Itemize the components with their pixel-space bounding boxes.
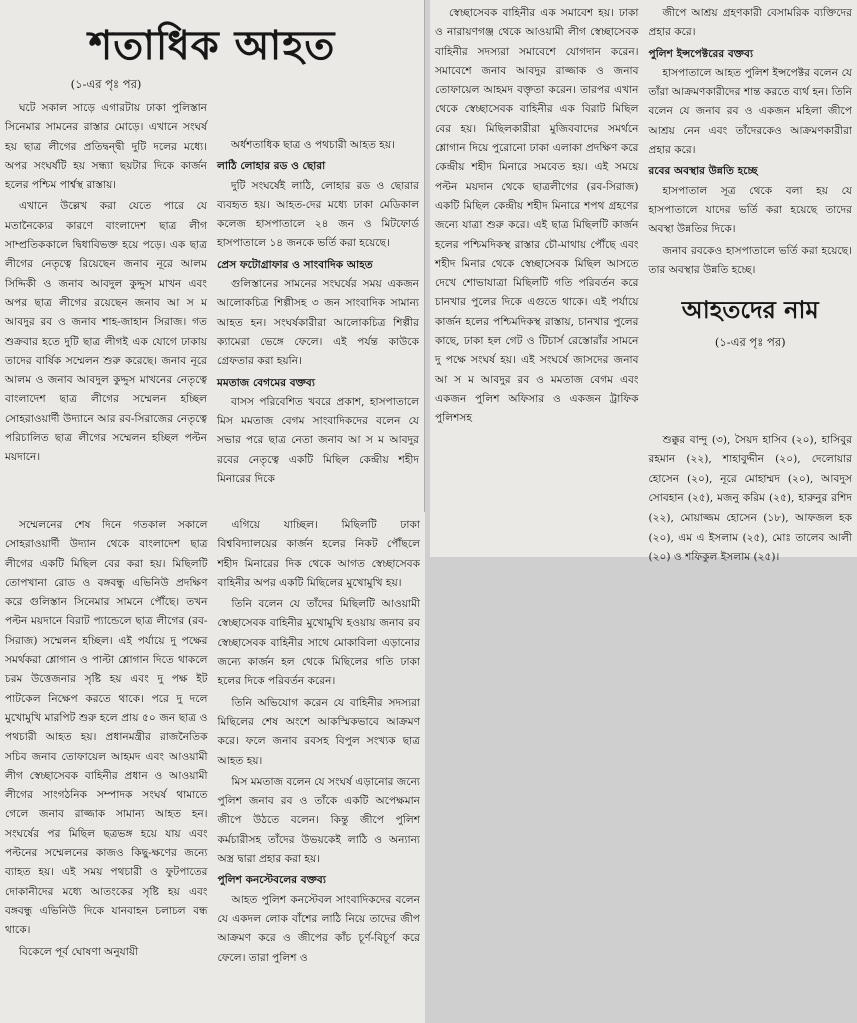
subheading: পুলিশ ইন্সপেক্টরের বক্তব্য xyxy=(648,47,754,60)
paragraph: বাসস পরিবেশিত খবরে প্রকাশ, হাসপাতালে মিস মমতাজ বেগম সাংবাদিকদের বলেন যে সভার পরে ছাত্র নেতা জনাব আ স ম আবদুর রবের নেতৃত্বে একটি মিছিল কেন্দ্রীয় শহীদ মিনারের দিকে xyxy=(217,395,419,486)
article-column-1 xyxy=(5,74,207,491)
column-body xyxy=(5,99,207,468)
paragraph: এখানে উল্লেখ করা যেতে পারে যে মতানৈক্যের কারণে বাংলাদেশ ছাত্র লীগ সাম্প্রতিককালে দ্বিধাবিভক্ত হয়ে পড়ে। এক ছাত্র লীগের নেতৃত্বে রিয়েছেন জনাব নূরে আলম সিদ্দিকী ও জনাব আবদুল কুদ্দুস মাখন এবং অপর ছাত্র লীগের রয়েছেন জনাব আ স ম আবদুর রব ও জনাব শাহ-জাহান সিরাজ। গত শুক্রবার হতে দুটি ছাত্র লীগই এক যোগে ঢাকায় তাদের বার্ষিক সম্মেলন শুরু করেছে। জনাব নূরে আলম ও জনাব আবদুল কুদ্দুস মাখনের নেতৃত্বে বাংলাদেশ ছাত্র লীগের সম্মেলন হচ্ছিল সোহরাওয়ার্দী উদ্যানে আর রব-সিরাজের নেতৃত্বে পরিচালিত ছাত্র লীগের সম্মেলন হচ্ছিল পল্টন ময়দানে। xyxy=(5,200,207,464)
subheading: পুলিশ কনস্টেবলের বক্তব্য xyxy=(217,874,326,887)
column-body xyxy=(217,136,419,489)
paragraph: গুলিস্তানের সামনের সংঘর্ষের সময় একজন আলোকচিত্র শিল্পীসহ ৩ জন সাংবাদিক সামান্য আহত হন। সংঘর্ষকারীরা আলোকচিত্র শিল্পীর ক্যামেরা ভেঙ্গে ফেলে। এই পর্যন্ত কাউকে গ্রেফতার করা হয়নি। xyxy=(217,278,419,368)
paragraph: দুটি সংঘর্ষেই লাঠি, লোহার রড ও ছোরার ব্যবহৃত হয়। আহত-দের মধ্যে ঢাকা মেডিকাল কলেজ হাসপাতালে ২৪ জন ও মিটফোর্ড হাসপাতালে ১৪ জনকে ভর্তি করা হয়েছে। xyxy=(217,179,419,250)
paragraph: আহত পুলিশ কনস্টেবল সাংবাদিকদের বলেন যে একদল লোক বাঁশের লাঠি নিয়ে তাদের জীপ আক্রমণ করে ও জীপের কাঁচ চূর্ণ-বিচূর্ণ করে ফেলে। তারা পুলিশ ও xyxy=(217,893,420,964)
paragraph: অর্ধশতাধিক ছাত্র ও পথচারী আহত হয়। xyxy=(231,139,395,151)
paragraph: স্বেচ্ছাসেবক বাহিনীর এক সমাবেশ হয়। ঢাকা ও নারায়ণগঞ্জ থেকে আওয়ামী লীগ স্বেচ্ছাসেবক বাহিনীর সদস্যরা সমাবেশে যোগদান করেন। সমাবেশে জনাব আবদুর রাজ্জাক ও জনাব তোফায়েল আহমদ বক্তৃতা করেন। তারপর এখান থেকে স্বেচ্ছাসেবক বাহিনীর এক বিরাট মিছিল বের হয়। মিছিলকারীরা মুজিববাদের সমর্থনে শ্লোগান দিয়ে পুরোনো ঢাকা এলাকা প্রদক্ষিণ করে কেন্দ্রীয় শহীদ মিনারে সমবেত হয়। এই সময়ে পল্টন ময়দান থেকে ছাত্রলীগের (রব-সিরাজ) একটি মিছিল কেন্দ্রীয় শহীদ মিনারে শপথ গ্রহণের জন্যে যাত্রা শুরু করে। এই ছাত্র মিছিলটি কার্জন হলের পশ্চিমদিকস্থ রাস্তার চৌ-মাথায় পৌঁছে এবং শহীদ মিনার থেকে স্বেচ্ছাসেবক মিছিল আসতে দেখে শোভাযাত্রা মিছিলটি গতি পরিবর্তন করে চানখার পুলের দিকে এগুতে থাকে। এই পর্যায়ে কার্জন হলের পশ্চিমদিকস্থ রাস্তায়, চানখার পুলের কাছে, ঢাকা হল গেট ও টিচার্স রেস্তোরাঁর সামনে দু পক্ষে সংঘর্ষ হয়। এই সংঘর্ষে জাসদের জনাব আ স ম আবদুর রব ও মমতাজ বেগম এবং একজন পুলিশ অফিসার ও একজন ট্রাফিক পুলিশসহ xyxy=(435,7,639,425)
paragraph: বিকেলে পূর্ব ঘোষণা অনুযায়ী xyxy=(19,945,139,958)
column-body xyxy=(218,516,421,968)
article-column-1 xyxy=(5,516,208,970)
paragraph: ঘটে সকাল সাড়ে এগারটায় ঢাকা পুলিস্তান সিনেমার সামনের রাস্তার মোড়ে। এখানে সংঘর্ষ হয় ছাত্র লীগের প্রতিদ্বন্দ্বী দুটি দলের মধ্যে। অপর সংঘর্ষটি হয় সন্ধ্যা ছয়টার দিকে কার্জন হলের পশ্চিম পার্শ্বস্থ রাস্তায়। xyxy=(5,102,207,192)
news-clipping-right xyxy=(430,0,857,564)
injured-names-list xyxy=(644,431,853,568)
column-body xyxy=(5,516,208,962)
paragraph: এগিয়ে যাচ্ছিল। মিছিলটি ঢাকা বিশ্ববিদ্যালয়ের কার্জন হলের নিকট পৌঁছলে শহীদ মিনারের দিক থেকে আগত স্বেচ্ছাসেবক বাহিনীর অপর একটি মিছিলের মুখোমুখি হয়। xyxy=(217,519,420,589)
continuation-note: (১-এর পৃঃ পর) xyxy=(714,335,786,350)
subheading: রবের অবস্থার উন্নতি হচ্ছে xyxy=(648,165,758,178)
article-column-2 xyxy=(218,516,421,970)
column-body xyxy=(435,4,639,429)
subheading: লাঠি লোহার রড ও ছোরা xyxy=(217,160,326,173)
paragraph: সম্মেলনের শেষ দিনে গতকাল সকালে সোহরাওয়ার্দী উদ্যান থেকে বাংলাদেশ ছাত্র লীগের একটি মিছিল বের করা হয়। মিছিলটি তোপখানা রোড ও বঙ্গবন্ধু এভিনিউ প্রদক্ষিণ করে গুলিস্তান সিনেমার সামনে পৌঁছে। তখন পল্টন ময়দানে বিরাট প্যান্ডেলে ছাত্র লীগের (রব-সিরাজ) সম্মেলন হচ্ছিল। এই পর্যায়ে দু পক্ষের সমর্থকরা শ্লোগান ও পাল্টা শ্লোগান দিতে থাকলে চরম উত্তেজনার সৃষ্টি হয় এবং দু পক্ষ ইট পাটকেল নিক্ষেপ করতে থাকে। পরে দু দলে মুখোমুখি মারপিট শুরু হলে প্রায় ৫০ জন ছাত্র ও পথচারী আহত হয়। প্রধানমন্ত্রীর রাজনৈতিক সচিব জনাব তোফায়েল আহমদ এবং আওয়ামী লীগ স্বেচ্ছাসেবক বাহিনীর প্রধান ও আওয়ামী লীগের সাংগঠনিক সম্পাদক সংঘর্ষ থামাতে গেলে জনাব রাজ্জাক সামান্য আহত হন। সংঘর্ষের পর মিছিল ছত্রভঙ্গ হয়ে যায় এবং পল্টনের সম্মেলনের কাজও কিছু-ক্ষণের জন্যে ব্যাহত হয়। এই সময় পথচারী ও ফুটপাতের দোকানীদের মধ্যে আতংকের সৃষ্টি হয় এবং বঙ্গবন্ধু এভিনিউ দিকে যানবাহন চলাচল বন্ধ থাকে। xyxy=(5,519,208,937)
paragraph: জনাব রবকেও হাসপাতালে ভর্তি করা হয়েছে। তার অবস্থার উন্নতি হচ্ছে। xyxy=(648,244,852,276)
continuation-note: (১-এর পৃঃ পর) xyxy=(70,77,142,91)
subheading: প্রেস ফটোগ্রাফার ও সাংবাদিক আহত xyxy=(217,258,373,271)
paragraph: হাসপাতাল সূত্র থেকে বলা হয় যে হাসপাতালে যাদের ভর্তি করা হয়েছে তাদের অবস্থা উন্নতির দিকে। xyxy=(648,184,852,236)
news-clipping-bottom-left xyxy=(0,512,425,1023)
paragraph: হাসপাতালে আহত পুলিশ ইন্সপেক্টর বলেন যে তাঁরা আক্রমণকারীদের শান্ত করতে ব্যর্থ হন। তিনি বলেন যে জনাব রব ও একজন মহিলা জীপে আশ্রয় নেন এবং তাঁদেরকেও আক্রমণকারীরা প্রহার করে। xyxy=(648,66,852,157)
paragraph: তিনি অভিযোগ করেন যে বাহিনীর সদস্যরা মিছিলের শেষ অংশে আকস্মিকভাবে আক্রমণ করে। ফলে জনাব রবসহ বিপুল সংখ্যক ছাত্র আহত হয়। xyxy=(217,696,420,767)
paragraph: মিস মমতাজ বলেন যে সংঘর্ষ এড়ানোর জন্যে পুলিশ জনাব রব ও তাঁকে একটি অপেক্ষমান জীপে উঠতে বলেন। কিন্তু জীপে পুলিশ কর্মচারীসহ তাঁদের উভয়কেই লাঠি ও অন্যান্য অস্ত্র দ্বারা প্রহার করা হয়। xyxy=(217,775,420,866)
paragraph: তিনি বলেন যে তাঁদের মিছিলটি আওয়ামী স্বেচ্ছাসেবক বাহিনীর মুখোমুখি হওয়ায় জনাব রব স্বেচ্ছাসেবক বাহিনীর সাথে মোকাবিলা এড়ানোর জন্যে কার্জন হল থেকে মিছিলের গতি ঢাকা হলের দিকে পরিবর্তন করেন। xyxy=(217,598,420,688)
news-clipping-top-left xyxy=(0,0,425,512)
paragraph: জীপে আশ্রয় গ্রহণকারী বেসামরিক ব্যক্তিদের প্রহার করে। xyxy=(648,7,852,39)
article-column-2 xyxy=(649,4,853,431)
article-column-2 xyxy=(217,74,419,491)
column-body xyxy=(649,4,853,280)
headline: শতাধিক আহত xyxy=(88,22,336,69)
names-paragraph: শুক্কুর বান্দু (৩), সৈয়দ হাসিব (২০), হাসিবুর রহমান (২২), শাহাবুদ্দীন (২০), দেলোয়ার হোসেন (২০), নূরে মোহাম্মদ (২০), আবদুস সোবহান (২৫), মজনু করিম (২৫), হারুনুর রশিদ (২২), মোয়াজ্জম হোসেন (১৮), আফজল হক (২০), এম এ ইসলাম (২৫), মোঃ তালেব আলী (২০) ও শফিকুল ইসলাম (২৫)। xyxy=(648,433,852,564)
article-column-1 xyxy=(435,4,639,431)
injured-names-heading: আহতদের নাম xyxy=(681,295,819,325)
subheading: মমতাজ বেগমের বক্তব্য xyxy=(217,376,315,389)
